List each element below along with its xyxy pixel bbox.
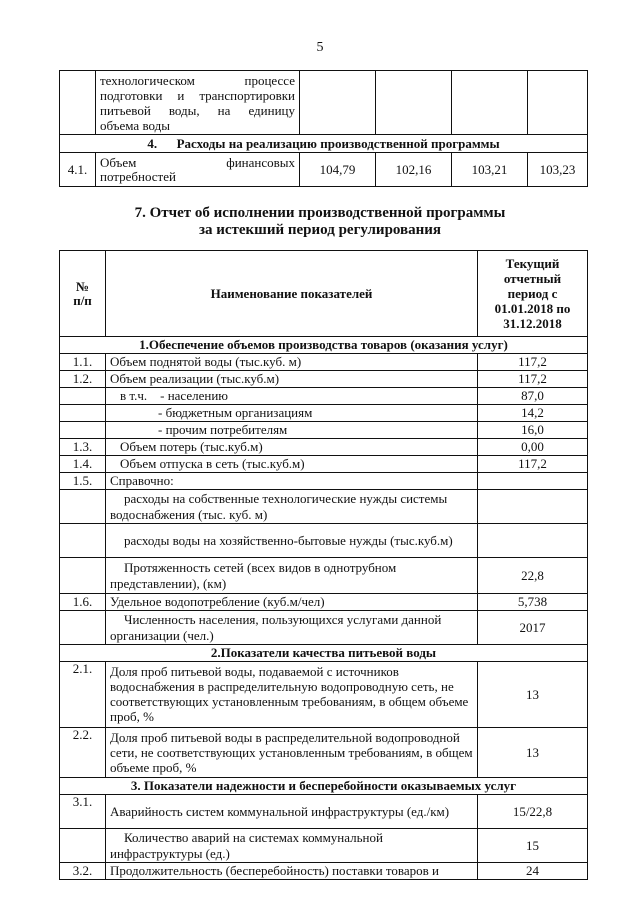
page-number: 5 — [316, 40, 324, 55]
section-row — [60, 778, 588, 795]
header-name: Наименование показателей — [106, 251, 478, 337]
header-period: Текущий отчетный период с 01.01.2018 по 31.12.2018 — [478, 251, 588, 337]
row-number: 4.1. — [60, 153, 96, 187]
table-row: - бюджетным организациям 14,2 — [60, 405, 588, 422]
table-row: 1.2. Объем реализации (тыс.куб.м) 117,2 — [60, 371, 588, 388]
table-row — [60, 71, 588, 135]
table-row: расходы на собственные технологические нужды системы водоснабжения (тыс. куб. м) — [60, 490, 588, 524]
table-row: Численность населения, пользующихся услугами данной организации (чел.) 2017 — [60, 611, 588, 645]
table-row: в т.ч. - населению 87,0 — [60, 388, 588, 405]
table-row: 2.2. Доля проб питьевой воды в распределительной водопроводной сети, не соответствующих установленным требованиям, в общем объеме проб, % 13 — [60, 728, 588, 778]
table-row: Количество аварий на системах коммунальной инфраструктуры (ед.) 15 — [60, 829, 588, 863]
row-label: технологическом процессе подготовки и транспортировки питьевой воды, на единицу объема воды — [96, 71, 300, 135]
table-row: 1.1. Объем поднятой воды (тыс.куб. м) 117,2 — [60, 354, 588, 371]
value-cell: 103,23 — [528, 153, 588, 187]
section-2-title: 2.Показатели качества питьевой воды — [60, 645, 588, 662]
table-row: 2.1. Доля проб питьевой воды, подаваемой с источников водоснабжения в распределительную водопроводную сеть, не соответствующих установленным требованиям, в общем объеме проб, % 13 — [60, 662, 588, 728]
row-label: Объем финансовых потребностей — [96, 153, 300, 187]
section-7-heading: 7. Отчет об исполнении производственной программы за истекший период регулирования — [134, 205, 506, 238]
value-cell: 104,79 — [300, 153, 376, 187]
header-num: № п/п — [60, 251, 106, 337]
table-row: 1.4. Объем отпуска в сеть (тыс.куб.м) 117,2 — [60, 456, 588, 473]
production-program-table — [59, 70, 588, 187]
table-row — [60, 153, 588, 187]
table-row: 1.3. Объем потерь (тыс.куб.м) 0,00 — [60, 439, 588, 456]
section-1-title: 1.Обеспечение объемов производства товаров (оказания услуг) — [60, 337, 588, 354]
value-cell: 102,16 — [376, 153, 452, 187]
section-row — [60, 337, 588, 354]
section-row — [60, 135, 588, 153]
section-3-title: 3. Показатели надежности и бесперебойности оказываемых услуг — [60, 778, 588, 795]
report-table — [59, 250, 588, 880]
table-row: - прочим потребителям 16,0 — [60, 422, 588, 439]
table-row: расходы воды на хозяйственно-бытовые нужды (тыс.куб.м) — [60, 524, 588, 558]
table-row: 1.5. Справочно: — [60, 473, 588, 490]
section-row — [60, 645, 588, 662]
value-cell: 103,21 — [452, 153, 528, 187]
table-row: Протяженность сетей (всех видов в однотрубном представлении), (км) 22,8 — [60, 558, 588, 594]
table-row: 3.2. Продолжительность (бесперебойность) поставки товаров и 24 — [60, 863, 588, 880]
table-row: 1.6. Удельное водопотребление (куб.м/чел) 5,738 — [60, 594, 588, 611]
header-row — [60, 251, 588, 337]
row-number — [60, 71, 96, 135]
section-4-title: 4. Расходы на реализацию производственной программы — [60, 135, 588, 153]
table-row: 3.1. Аварийность систем коммунальной инфраструктуры (ед./км) 15/22,8 — [60, 795, 588, 829]
